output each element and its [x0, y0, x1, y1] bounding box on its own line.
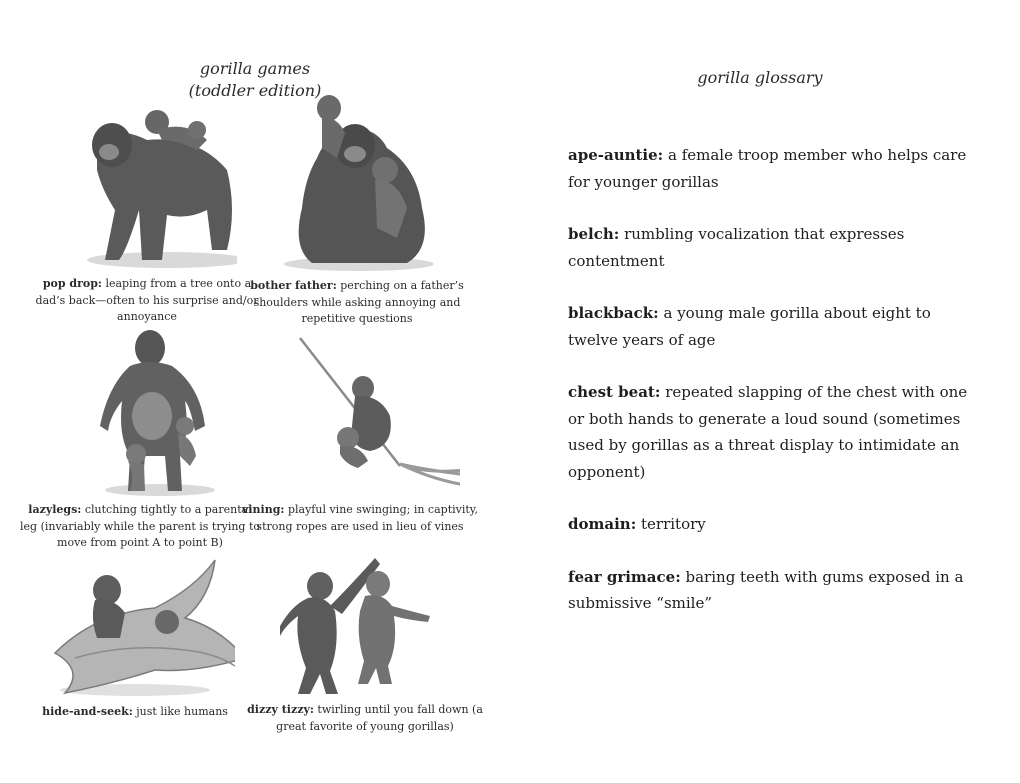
glossary-definition: territory: [641, 515, 706, 533]
game-description: twirling until you fall down (a great favorite of young gorillas): [276, 703, 483, 733]
glossary-definition: rumbling vocalization that expresses contentment: [568, 225, 905, 270]
glossary-term: domain:: [568, 515, 637, 533]
glossary-entry: [568, 221, 968, 274]
glossary-term: belch:: [568, 225, 620, 243]
game-term: dizzy tizzy:: [247, 703, 314, 716]
glossary-entry: [568, 564, 968, 617]
game-term: lazylegs:: [28, 503, 82, 516]
glossary-entry: [568, 511, 968, 538]
glossary-entry: [568, 379, 968, 485]
caption-vining: [240, 502, 480, 535]
game-hide-and-seek: [15, 558, 255, 721]
glossary-list: [568, 142, 968, 643]
game-term: bother father:: [250, 279, 337, 292]
glossary-definition: baring teeth with gums exposed in a submissive “smile”: [568, 567, 964, 612]
glossary-term: chest beat:: [568, 383, 661, 401]
glossary-heading: gorilla glossary: [697, 68, 823, 87]
game-description: playful vine swinging; in captivity, strong ropes are used in lieu of vines: [256, 503, 479, 533]
glossary-term: ape-auntie:: [568, 146, 664, 164]
dizzy-tizzy-illustration: [280, 556, 450, 696]
game-bother-father: [237, 88, 477, 328]
games-heading-line1: gorilla games: [199, 59, 311, 78]
glossary-term: fear grimace:: [568, 567, 681, 586]
caption-lazylegs: [20, 502, 260, 552]
game-description: perching on a father’s shoulders while asking annoying and repetitive questions: [253, 279, 464, 325]
caption-dizzy-tizzy: [245, 702, 485, 735]
lazylegs-illustration: [50, 326, 230, 496]
caption-bother-father: [237, 278, 477, 328]
hide-and-seek-illustration: [35, 558, 235, 698]
pop-drop-illustration: [57, 100, 237, 270]
game-dizzy-tizzy: [245, 556, 485, 735]
glossary-entry: [568, 300, 968, 353]
game-term: vining:: [241, 503, 285, 516]
game-vining: [240, 336, 480, 535]
game-description: leaping from a tree onto a dad’s back—often to his surprise and/or annoyance: [35, 277, 259, 323]
glossary-definition: repeated slapping of the chest with one or both hands to generate a loud sound (sometimes used by gorillas as a threat display to intimidate an opponent): [568, 383, 968, 481]
glossary-term: blackback:: [568, 304, 659, 322]
games-heading-line2: (toddler edition): [188, 81, 322, 100]
caption-pop-drop: [27, 276, 267, 326]
glossary-definition: a young male gorilla about eight to twelve years of age: [568, 304, 931, 349]
vining-illustration: [260, 336, 460, 496]
caption-hide-and-seek: [15, 704, 255, 721]
game-lazylegs: [20, 326, 260, 552]
game-description: just like humans: [136, 705, 228, 718]
right-page: [510, 0, 1020, 783]
game-term: pop drop:: [42, 277, 102, 290]
game-pop-drop: [27, 100, 267, 326]
game-description: clutching tightly to a parental leg (invariably while the parent is trying to move from point A to point B): [20, 503, 260, 549]
glossary-definition: a female troop member who helps care for younger gorillas: [568, 146, 967, 191]
game-term: hide-and-seek:: [42, 705, 133, 718]
bother-father-illustration: [267, 88, 447, 272]
glossary-entry: [568, 142, 968, 195]
